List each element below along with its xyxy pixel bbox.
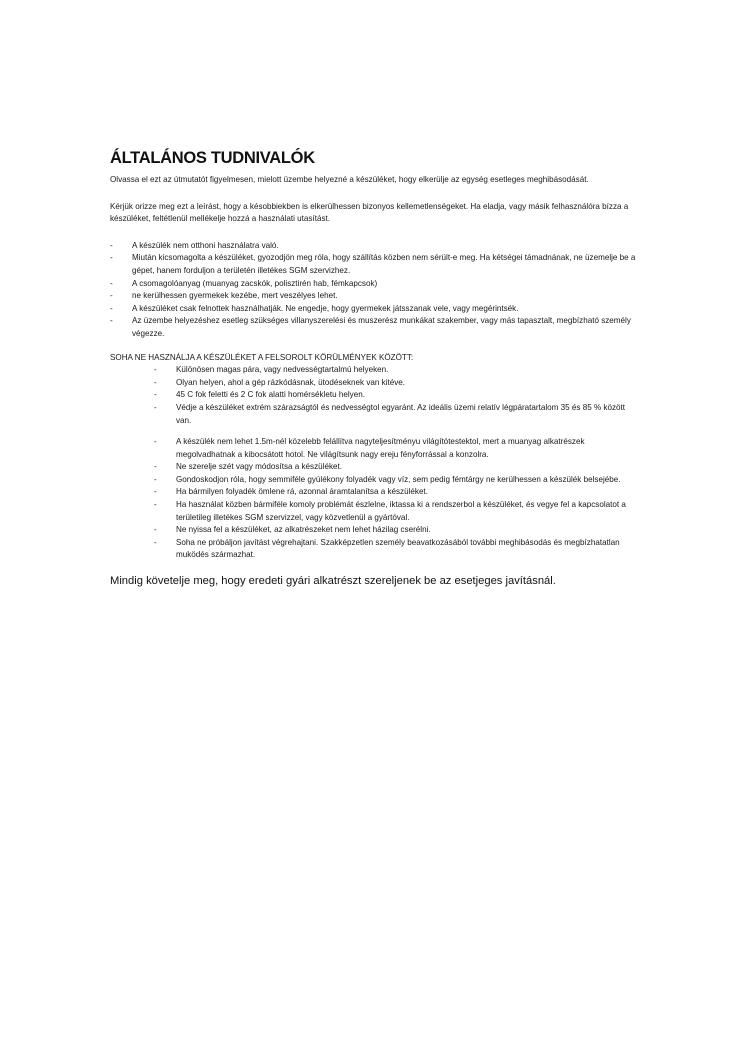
list-item bbox=[110, 486, 640, 499]
list-item bbox=[110, 377, 640, 390]
list-item bbox=[110, 537, 640, 562]
bullet-dash: - bbox=[110, 291, 113, 301]
document-page bbox=[110, 148, 640, 589]
list-item-text: Olyan helyen, ahol a gép rázkódásnak, ütodéseknek van kitéve. bbox=[176, 377, 406, 387]
spacer bbox=[110, 226, 640, 240]
bullet-dash: - bbox=[154, 525, 157, 535]
bullet-dash: - bbox=[110, 303, 113, 313]
bullet-dash: - bbox=[110, 278, 113, 288]
bullet-dash: - bbox=[154, 390, 157, 400]
list-item-text: 45 C fok feletti és 2 C fok alatti homérsékletu helyen. bbox=[176, 390, 365, 400]
list-item bbox=[110, 461, 640, 474]
list-item-text: Különösen magas pára, vagy nedvességtartalmú helyeken. bbox=[176, 365, 389, 375]
list-item-text: Gondoskodjon róla, hogy semmiféle gyúlékony folyadék vagy víz, sem pedig fémtárgy ne kerülhessen a készülék belsejébe. bbox=[176, 474, 621, 484]
list-item bbox=[110, 474, 640, 487]
list-item-text: Ne nyissa fel a készüléket, az alkatrészeket nem lehet házilag cserélni. bbox=[176, 525, 431, 535]
list-item bbox=[110, 290, 640, 303]
bullet-dash: - bbox=[110, 240, 113, 250]
list-item bbox=[110, 364, 640, 377]
list-item-text: Ha bármilyen folyadék ömlene rá, azonnal áramtalanítsa a készüléket. bbox=[176, 487, 428, 497]
list-item bbox=[110, 240, 640, 253]
list-item-text: Ha használat közben bármiféle komoly problémát észlelne, iktassa ki a rendszerbol a készüléket, és vegye fel a kapcsolatot a területileg illetékes SGM szervizzel, vagy közvetlenül a gyártóval. bbox=[176, 500, 626, 522]
list-item bbox=[110, 389, 640, 402]
conditions-heading: SOHA NE HASZNÁLJA A KÉSZÜLÉKET A FELSOROLT KÖRÜLMÉNYEK KÖZÖTT: bbox=[110, 352, 414, 362]
list-item bbox=[110, 315, 640, 340]
list-item bbox=[110, 278, 640, 291]
list-item-text: Az üzembe helyezéshez esetleg szükséges villanyszerelési és muszerész munkákat szakember, vagy más tapasztalt, megbízható személy végezze. bbox=[132, 316, 631, 338]
spacer bbox=[110, 562, 640, 574]
list-item-text: Soha ne próbáljon javítást végrehajtani. Szakképzetlen személy beavatkozásából további meghibásodás és megbízhatatlan muködés származhat. bbox=[176, 537, 620, 560]
bullet-dash: - bbox=[154, 487, 157, 497]
spacer bbox=[110, 427, 640, 436]
bullet-dash: - bbox=[110, 253, 113, 263]
list-item bbox=[110, 252, 640, 277]
list-item-text: Ne szerelje szét vagy módosítsa a készüléket. bbox=[176, 462, 342, 472]
bullet-dash: - bbox=[154, 537, 157, 547]
list-item bbox=[110, 303, 640, 316]
general-notes-list bbox=[110, 240, 640, 341]
intro-paragraph-2: Kérjük orizze meg ezt a leírást, hogy a késobbiekben is elkerülhessen bizonyos kellemetlenségeket. Ha eladja, vagy másik felhasználóra bízza a készüléket, feltétlenül mellékelje hozzá a használati utasítást. bbox=[110, 201, 629, 224]
bullet-dash: - bbox=[154, 474, 157, 484]
bullet-dash: - bbox=[154, 500, 157, 510]
list-item bbox=[110, 524, 640, 537]
page-title: ÁLTALÁNOS TUDNIVALÓK bbox=[110, 149, 315, 167]
bullet-dash: - bbox=[110, 316, 113, 326]
bullet-dash: - bbox=[154, 377, 157, 387]
list-item bbox=[110, 402, 640, 427]
spacer bbox=[110, 341, 640, 352]
list-item-text: A csomagolóanyag (muanyag zacskók, polisztirén hab, fémkapcsok) bbox=[132, 278, 378, 288]
list-item bbox=[110, 499, 640, 524]
list-item bbox=[110, 436, 640, 461]
list-item-text: ne kerülhessen gyermekek kezébe, mert veszélyes lehet. bbox=[132, 291, 338, 301]
intro-paragraph-1: Olvassa el ezt az útmutatót figyelmesen, mielott üzembe helyezné a készüléket, hogy elkerülje az egység esetleges meghibásodását. bbox=[110, 175, 589, 184]
closing-note: Mindig követelje meg, hogy eredeti gyári alkatrészt szereljenek be az esetjeges javításnál. bbox=[110, 575, 556, 588]
conditions-list-1 bbox=[110, 364, 640, 427]
spacer bbox=[110, 187, 640, 201]
list-item-text: A készülék nem lehet 1.5m-nél közelebb felállítva nagyteljesítményu világítótestektol, mert a muanyag alkatrészek megolvadhatnak a kibocsátott hotol. Ne világítsunk nagy ereju fényforrással a konzolra. bbox=[176, 437, 585, 459]
list-item-text: Miután kicsomagolta a készüléket, gyozodjön meg róla, hogy szállítás közben nem sérült-e meg. Ha kétségei támadnának, ne üzemelje be a gépet, hanem forduljon a területén illetékes SGM szervizhez. bbox=[132, 253, 636, 275]
bullet-dash: - bbox=[154, 365, 157, 375]
bullet-dash: - bbox=[154, 402, 157, 412]
conditions-list-2 bbox=[110, 436, 640, 562]
list-item-text: Védje a készüléket extrém szárazságtól és nedvességtol egyaránt. Az ideális üzemi relatív légpáratartalom 35 és 85 % között van. bbox=[176, 402, 625, 425]
bullet-dash: - bbox=[154, 462, 157, 472]
list-item-text: A készüléket csak felnottek használhatják. Ne engedje, hogy gyermekek játsszanak vele, vagy megérintsék. bbox=[132, 303, 519, 313]
list-item-text: A készülék nem otthoni használatra való. bbox=[132, 240, 279, 250]
bullet-dash: - bbox=[154, 437, 157, 447]
